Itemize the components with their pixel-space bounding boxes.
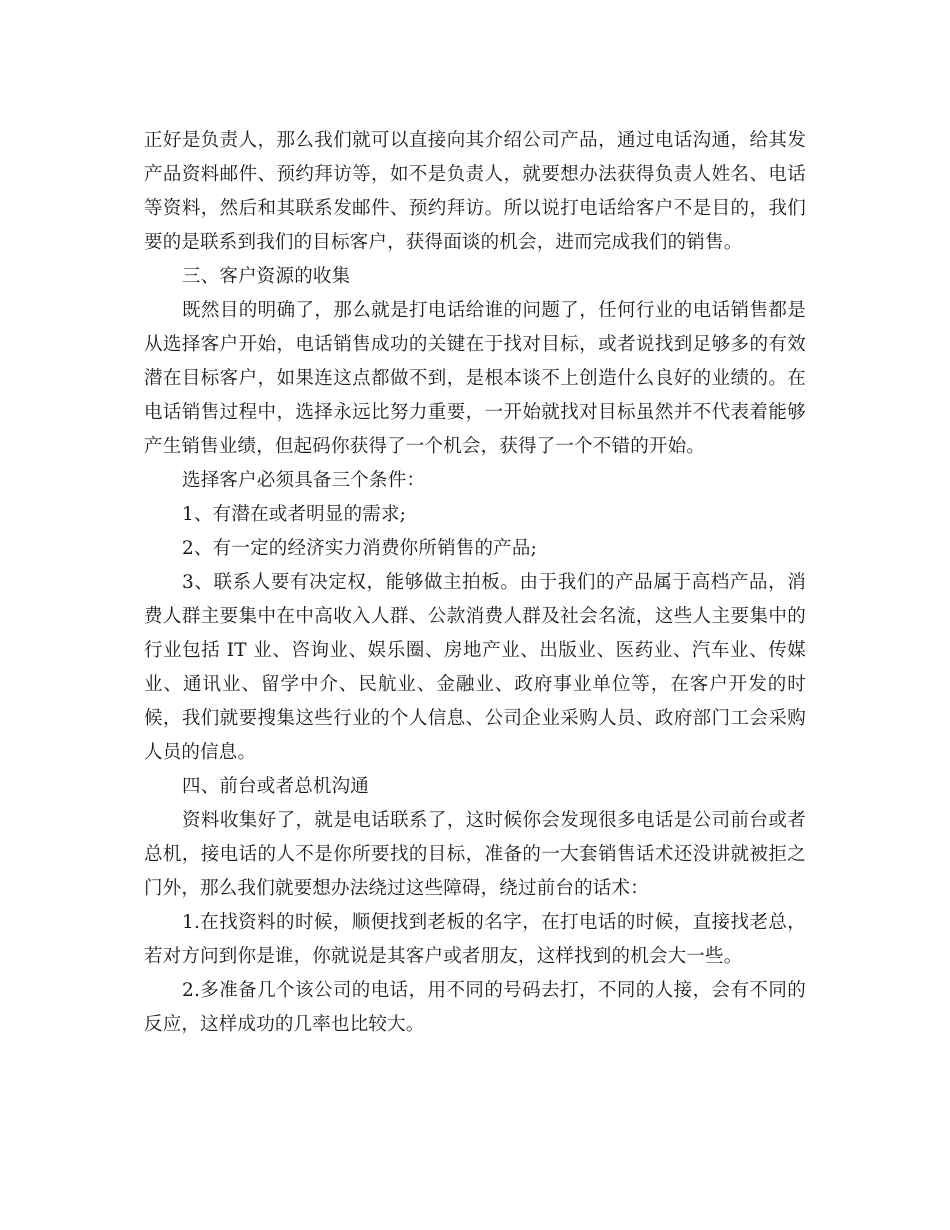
paragraph-target-selection: 既然目的明确了，那么就是打电话给谁的问题了，任何行业的电话销售都是从选择客户开始，电话销售成功的关键在于找对目标，或者说找到足够多的有效潜在目标客户，如果连这点都做不到，是根本谈不上创造什么良好的业绩的。在电话销售过程中，选择永远比努力重要，一开始就找对目标虽然并不代表着能够产生销售业绩，但起码你获得了一个机会，获得了一个不错的开始。 (144, 300, 806, 457)
paragraph-three-conditions: 选择客户必须具备三个条件： (182, 470, 426, 491)
section-heading-front-desk: 四、前台或者总机沟通 (182, 776, 370, 797)
list-item-condition-1: 1、有潜在或者明显的需求; (182, 504, 407, 525)
section-heading-customer-resources: 三、客户资源的收集 (182, 266, 351, 287)
list-item-tip-1: 1.在找资料的时候，顺便找到老板的名字，在打电话的时候，直接找老总，若对方问到你是谁，你就说是其客户或者朋友，这样找到的机会大一些。 (144, 912, 806, 967)
paragraph-front-desk-intro: 资料收集好了，就是电话联系了，这时候你会发现很多电话是公司前台或者总机，接电话的人不是你所要找的目标，准备的一大套销售话术还没讲就被拒之门外，那么我们就要想办法绕过这些障碍，绕过前台的话术： (144, 810, 806, 899)
paragraph-contact-responsible-person: 正好是负责人，那么我们就可以直接向其介绍公司产品，通过电话沟通，给其发产品资料邮件、预约拜访等，如不是负责人，就要想办法获得负责人姓名、电话等资料，然后和其联系发邮件、预约拜访。所以说打电话给客户不是目的，我们要的是联系到我们的目标客户，获得面谈的机会，进而完成我们的销售。 (144, 130, 806, 253)
document-page (144, 124, 806, 1042)
list-item-tip-2: 2.多准备几个该公司的电话，用不同的号码去打，不同的人接，会有不同的反应，这样成功的几率也比较大。 (144, 980, 806, 1035)
list-item-condition-2: 2、有一定的经济实力消费你所销售的产品; (182, 538, 538, 559)
list-item-condition-3: 3、联系人要有决定权，能够做主拍板。由于我们的产品属于高档产品，消费人群主要集中在中高收入人群、公款消费人群及社会名流，这些人主要集中的行业包括 IT 业、咨询业、娱乐圈、房地产业、出版业、医药业、汽车业、传媒业、通讯业、留学中介、民航业、金融业、政府事业单位等，在客户开发的时候，我们就要搜集这些行业的个人信息、公司企业采购人员、政府部门工会采购人员的信息。 (144, 572, 806, 763)
